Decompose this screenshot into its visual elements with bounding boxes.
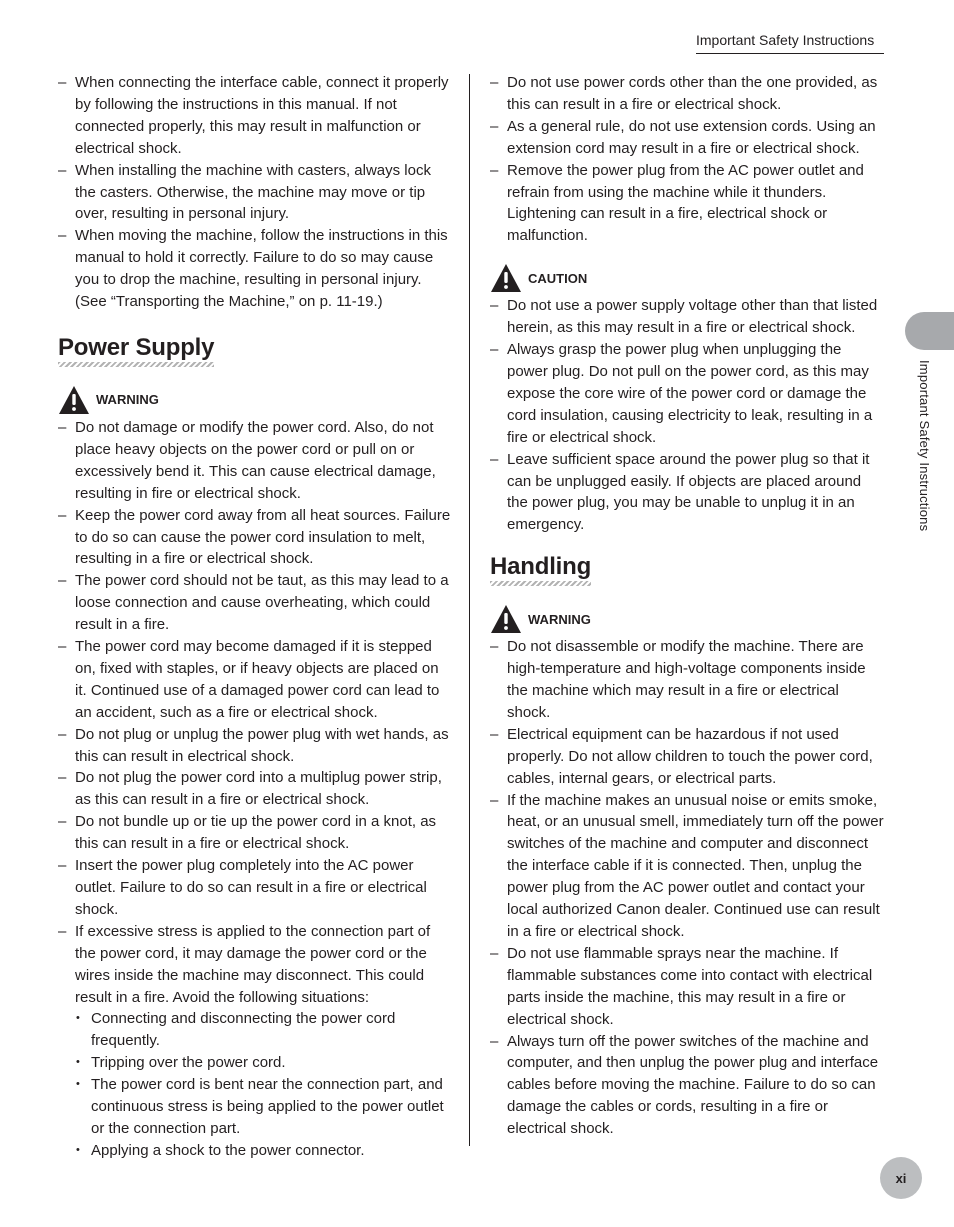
caution-list: [490, 295, 884, 536]
left-column: [58, 72, 452, 1162]
situations-list: [75, 1008, 452, 1161]
right-intro-list: [490, 72, 884, 247]
caution-header: [490, 261, 884, 295]
list-item: – Insert the power plug completely into the AC power outlet. Failure to do so can result in a fire or electrical shock.: [58, 855, 452, 921]
list-item: – As a general rule, do not use extension cords. Using an extension cord may result in a fire or electrical shock.: [490, 116, 884, 160]
list-item: – When connecting the interface cable, connect it properly by following the instructions in this manual. If not connected properly, this may result in malfunction or electrical shock.: [58, 72, 452, 160]
handling-list: [490, 636, 884, 1140]
sub-list-item: • The power cord is bent near the connection part, and continuous stress is being applied to the power outlet or the connection part.: [75, 1074, 452, 1140]
list-item: – Do not use power cords other than the one provided, as this can result in a fire or electrical shock.: [490, 72, 884, 116]
list-item: [58, 921, 452, 1162]
list-item: – Do not disassemble or modify the machine. There are high-temperature and high-voltage components inside the machine which may result in a fire or electrical shock.: [490, 636, 884, 724]
section-title-power-supply: Power Supply: [58, 333, 214, 367]
list-item: – Leave sufficient space around the power plug so that it can be unplugged easily. If objects are placed around the power plug, you may be unable to unplug it in an emergency.: [490, 449, 884, 537]
chapter-tab-label: Important Safety Instructions: [917, 360, 932, 532]
warning-triangle-icon: [58, 385, 90, 415]
sub-list-item: • Connecting and disconnecting the power cord frequently.: [75, 1008, 452, 1052]
list-item: – The power cord should not be taut, as this may lead to a loose connection and cause overheating, which could result in a fire.: [58, 570, 452, 636]
list-item: – Do not use a power supply voltage other than that listed herein, as this may result in a fire or electrical shock.: [490, 295, 884, 339]
warning-header: [490, 602, 884, 636]
page-number: xi: [895, 1170, 907, 1186]
list-item: – Do not use flammable sprays near the machine. If flammable substances come into contact with electrical parts inside the machine, this may result in a fire or electrical shock.: [490, 943, 884, 1031]
list-item: – Keep the power cord away from all heat sources. Failure to do so can cause the power cord insulation to melt, resulting in a fire or electrical shock.: [58, 505, 452, 571]
warning-label: WARNING: [96, 392, 159, 408]
left-intro-list: [58, 72, 452, 313]
power-supply-list: [58, 417, 452, 1162]
list-item: – Do not plug or unplug the power plug with wet hands, as this can result in electrical shock.: [58, 724, 452, 768]
warning-triangle-icon: [490, 604, 522, 634]
warning-label: WARNING: [528, 611, 591, 627]
warning-header: [58, 383, 452, 417]
list-item: – The power cord may become damaged if it is stepped on, fixed with staples, or if heavy objects are placed on it. Continued use of a damaged power cord can lead to an accident, such as a fire or electrical shock.: [58, 636, 452, 724]
list-item: – Do not plug the power cord into a multiplug power strip, as this can result in a fire or electrical shock.: [58, 767, 452, 811]
section-title-handling: Handling: [490, 552, 591, 586]
caution-label: CAUTION: [528, 270, 588, 286]
list-item: – Do not damage or modify the power cord. Also, do not place heavy objects on the power cord or pull on or excessively bend it. This can cause electrical damage, resulting in fire or electrical shock.: [58, 417, 452, 505]
sub-list-item: • Tripping over the power cord.: [75, 1052, 452, 1074]
right-column: [490, 72, 884, 1140]
list-item: – When moving the machine, follow the instructions in this manual to hold it correctly. Failure to do so may cause you to drop the machine, resulting in personal injury. (See “Transporting the Machine,” on p. 11-19.): [58, 225, 452, 313]
caution-triangle-icon: [490, 263, 522, 293]
list-item: – Always turn off the power switches of the machine and computer, and then unplug the power plug and interface cables before moving the machine. Failure to do so can damage the cables or cords, resulting in a fire or electrical shock.: [490, 1031, 884, 1141]
list-item-text: If excessive stress is applied to the connection part of the power cord, it may damage the power cord or the wires inside the machine may disconnect. This could result in a fire. Avoid the following situations:: [75, 922, 431, 1006]
list-item: – If the machine makes an unusual noise or emits smoke, heat, or an unusual smell, immediately turn off the power switches of the machine and computer and disconnect the interface cable if it is connected. Then, unplug the power plug from the AC power outlet and contact your local authorized Canon dealer. Continued use can result in a fire or electrical shock.: [490, 790, 884, 943]
sub-list-item: • Applying a shock to the power connector.: [75, 1140, 452, 1162]
column-divider: [469, 74, 470, 1146]
list-item: – Electrical equipment can be hazardous if not used properly. Do not allow children to touch the power cord, cables, internal gears, or electrical parts.: [490, 724, 884, 790]
chapter-tab: [905, 312, 954, 350]
list-item: – Always grasp the power plug when unplugging the power plug. Do not pull on the power cord, as this may expose the core wire of the power cord or damage the cord insulation, causing electricity to leak, resulting in a fire or electrical shock.: [490, 339, 884, 449]
page-number-badge: [880, 1157, 922, 1199]
list-item: – When installing the machine with casters, always lock the casters. Otherwise, the machine may move or tip over, resulting in personal injury.: [58, 160, 452, 226]
running-head: Important Safety Instructions: [696, 30, 884, 54]
list-item: – Do not bundle up or tie up the power cord in a knot, as this can result in a fire or electrical shock.: [58, 811, 452, 855]
list-item: – Remove the power plug from the AC power outlet and refrain from using the machine while it thunders. Lightening can result in a fire, electrical shock or malfunction.: [490, 160, 884, 248]
